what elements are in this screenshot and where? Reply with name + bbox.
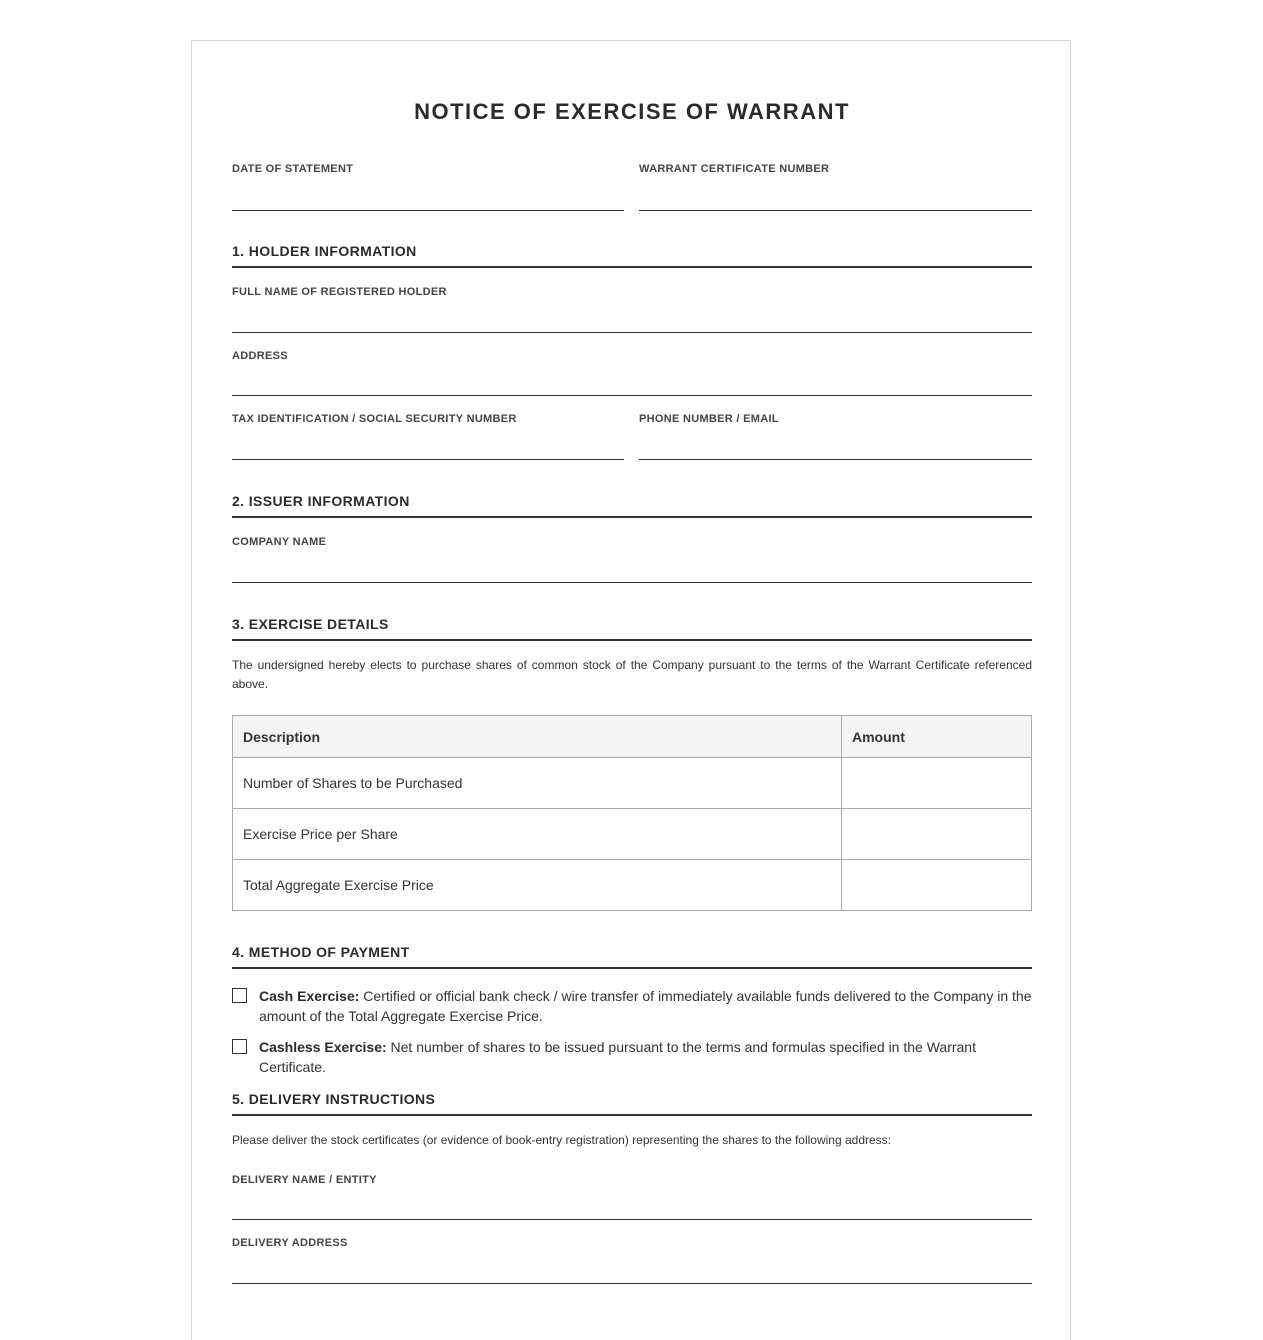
table-row [233,809,1032,860]
warrant-certificate-number-line [639,210,1032,211]
row-description: Number of Shares to be Purchased [233,758,842,809]
issuer-section-heading: 2. ISSUER INFORMATION [232,493,1032,518]
address-label: ADDRESS [232,350,288,362]
phone-email-line [639,459,1032,460]
cash-exercise-option[interactable] [232,986,1032,1026]
table-row [233,758,1032,809]
full-name-label: FULL NAME OF REGISTERED HOLDER [232,286,447,298]
exercise-intro-text: The undersigned hereby elects to purchase shares of common stock of the Company pursuant to the terms of the Warrant Certificate referenced above. [232,658,1032,691]
address-field[interactable] [232,350,1032,398]
date-of-statement-line [232,210,624,211]
delivery-section-heading: 5. DELIVERY INSTRUCTIONS [232,1091,1032,1116]
cash-exercise-checkbox[interactable] [232,988,247,1003]
holder-section-heading: 1. HOLDER INFORMATION [232,243,1032,268]
date-of-statement-label: DATE OF STATEMENT [232,163,354,175]
payment-section-heading: 4. METHOD OF PAYMENT [232,944,1032,969]
exercise-section-heading: 3. EXERCISE DETAILS [232,616,1032,641]
cashless-exercise-text [259,1037,1032,1077]
date-of-statement-field[interactable] [232,163,624,211]
full-name-field[interactable] [232,286,1032,334]
row-amount-cell[interactable] [842,758,1032,809]
delivery-name-line [232,1219,1032,1220]
address-line [232,395,1032,396]
warrant-certificate-number-label: WARRANT CERTIFICATE NUMBER [639,163,830,175]
table-row [233,860,1032,911]
cashless-exercise-option[interactable] [232,1037,1032,1077]
amount-column-header: Amount [842,716,1032,758]
tax-id-line [232,459,624,460]
row-description: Exercise Price per Share [233,809,842,860]
table-header-row [233,716,1032,758]
delivery-intro-text: Please deliver the stock certificates (or evidence of book-entry registration) representing the shares to the following address: [232,1133,892,1147]
tax-id-field[interactable] [232,413,624,461]
cashless-exercise-title: Cashless Exercise: [259,1039,387,1055]
company-name-label: COMPANY NAME [232,536,327,548]
row-amount-cell[interactable] [842,860,1032,911]
cash-exercise-text [259,986,1032,1026]
cash-exercise-title: Cash Exercise: [259,988,360,1004]
cash-exercise-description: Certified or official bank check / wire transfer of immediately available funds delivered to the Company in the amount of the Total Aggregate Exercise Price. [259,988,1032,1024]
cashless-exercise-checkbox[interactable] [232,1039,247,1054]
phone-email-label: PHONE NUMBER / EMAIL [639,413,779,425]
delivery-address-label: DELIVERY ADDRESS [232,1237,348,1249]
company-name-field[interactable] [232,536,1032,584]
tax-id-label: TAX IDENTIFICATION / SOCIAL SECURITY NUMBER [232,413,517,425]
row-description: Total Aggregate Exercise Price [233,860,842,911]
delivery-address-line [232,1283,1032,1284]
row-amount-cell[interactable] [842,809,1032,860]
warrant-certificate-number-field[interactable] [639,163,1032,211]
full-name-line [232,332,1032,333]
document-page [191,40,1071,1340]
exercise-details-table [232,715,1032,911]
phone-email-field[interactable] [639,413,1032,461]
company-name-line [232,582,1032,583]
delivery-name-field[interactable] [232,1174,1032,1222]
description-column-header: Description [233,716,842,758]
document-title: NOTICE OF EXERCISE OF WARRANT [414,99,850,124]
cashless-exercise-description: Net number of shares to be issued pursuant to the terms and formulas specified in the Warrant Certificate. [259,1039,976,1075]
delivery-address-field[interactable] [232,1237,1032,1285]
delivery-name-label: DELIVERY NAME / ENTITY [232,1174,377,1186]
